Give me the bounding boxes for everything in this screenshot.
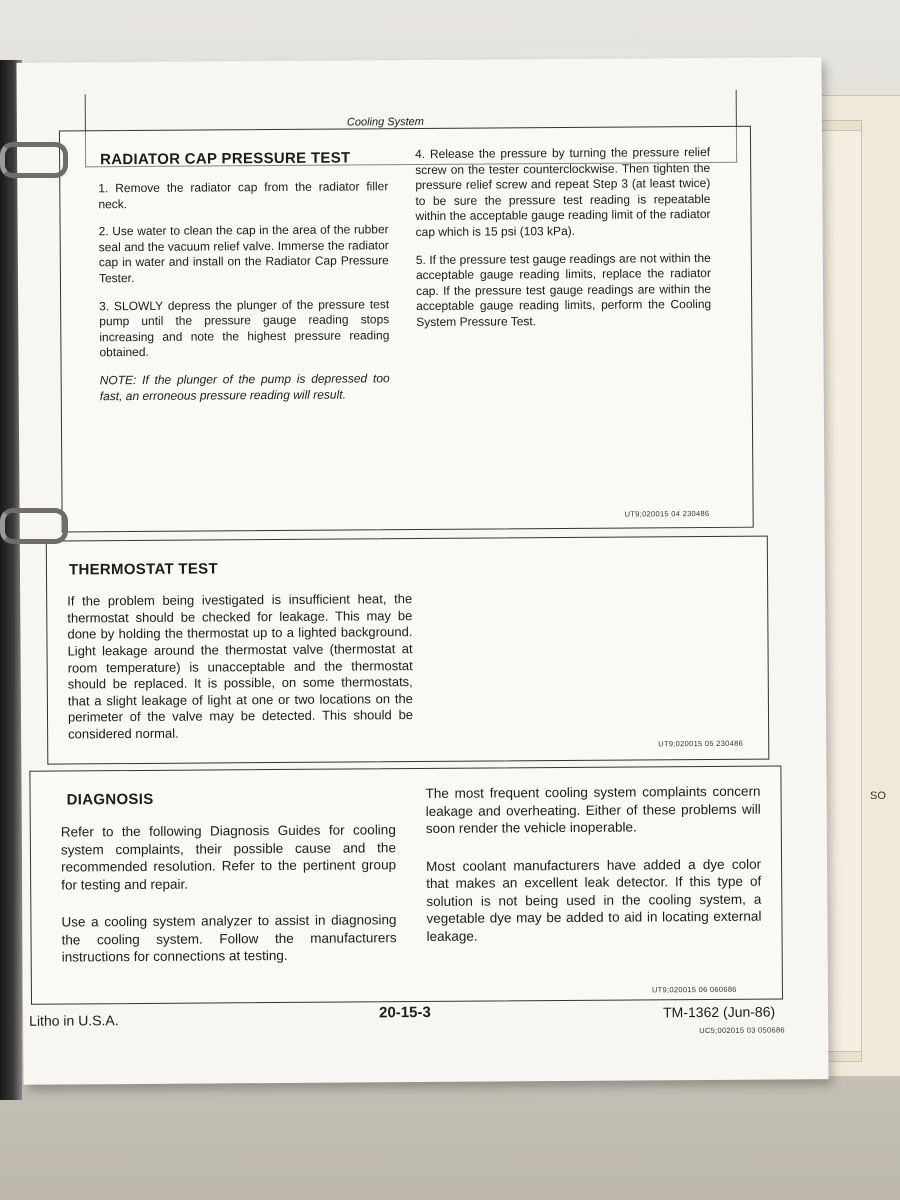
diagnosis-paragraph-1: Refer to the following Diagnosis Guides for cooling system complaints, their possible cause and the recommended resolution. Refer to the pertinent group for testing and repair. — [60, 822, 397, 893]
manual-page — [16, 57, 828, 1085]
diagnosis-section — [29, 765, 783, 1004]
side-page-label: SO — [870, 790, 886, 802]
reference-code: UT9;020015 04 230486 — [624, 508, 710, 519]
binder-ring — [0, 508, 68, 544]
page-number: 20-15-3 — [379, 1003, 431, 1022]
thermostat-paragraph: If the problem being ivestigated is insufficient heat, the thermostat should be checked for leakage. This may be done by holding the thermostat up to a lighted background. Light leakage around the thermostat valve (thermostat at room temperature) is unacceptable and the thermostat should be replaced. It is possible, on some thermostats, that a slight leakage of light at one or two locations on the perimeter of the valve may be detected. This should be considered normal. — [67, 591, 414, 742]
reference-code: UT9;020015 06 060686 — [651, 984, 737, 995]
radiator-note: NOTE: If the plunger of the pump is depressed too fast, an erroneous pressure reading will result. — [99, 371, 390, 403]
radiator-right-column — [415, 145, 711, 343]
section-title-thermostat: THERMOSTAT TEST — [68, 560, 218, 579]
footer-litho: Litho in U.S.A. — [29, 1012, 119, 1029]
radiator-step-5: 5. If the pressure test gauge readings are not within the acceptable gauge reading limits, replace the radiator cap. If the pressure test gauge readings are within the acceptable gauge reading limits, perform the Cooling System Pressure Test. — [415, 250, 712, 329]
section-title-diagnosis: DIAGNOSIS — [66, 790, 154, 809]
thermostat-section — [46, 536, 770, 765]
section-title-radiator: RADIATOR CAP PRESSURE TEST — [100, 149, 351, 169]
reference-code: UT9;020015 05 230486 — [658, 738, 744, 749]
radiator-left-column — [98, 179, 390, 416]
binder-ring — [0, 142, 68, 178]
diagnosis-left-column — [61, 821, 397, 978]
radiator-step-3: 3. SLOWLY depress the plunger of the pressure test pump until the pressure gauge reading stops increasing and note the highest pressure reading obtained. — [99, 296, 390, 360]
diagnosis-paragraph-3: The most frequent cooling system complaints concern leakage and overheating. Either of these problems will soon render the vehicle inoperable. — [425, 783, 761, 837]
radiator-step-4: 4. Release the pressure by turning the pressure relief screw on the tester counterclockwise. Then tighten the pressure relief screw and repeat Step 3 (at least twice) to be sure the pressure test reading is repeatable within the acceptable gauge reading limit of the radiator cap which is 15 psi (103 kPa). — [415, 144, 711, 240]
diagnosis-paragraph-2: Use a cooling system analyzer to assist in diagnosing the cooling system. Follow the manufacturers instructions for connections at testing. — [61, 912, 397, 965]
footer-code: UC5;002015 03 050686 — [699, 1025, 785, 1036]
thermostat-body — [67, 591, 413, 755]
radiator-step-2: 2. Use water to clean the cap in the area of the rubber seal and the vacuum relief valve. Immerse the radiator cap in water and install on the Radiator Cap Pressure Tester. — [98, 222, 389, 286]
radiator-cap-section — [59, 126, 754, 533]
diagnosis-right-column — [425, 783, 761, 958]
footer-document-id: TM-1362 (Jun-86) — [663, 1003, 776, 1021]
radiator-step-1: 1. Remove the radiator cap from the radiator filler neck. — [98, 179, 389, 211]
diagnosis-paragraph-4: Most coolant manufacturers have added a dye color that makes an excellent leak detector. If this type of solution is not being used in the cooling system, a vegetable dye may be added to aid in locating external leakage. — [426, 856, 762, 944]
running-head: Cooling System — [346, 115, 424, 129]
